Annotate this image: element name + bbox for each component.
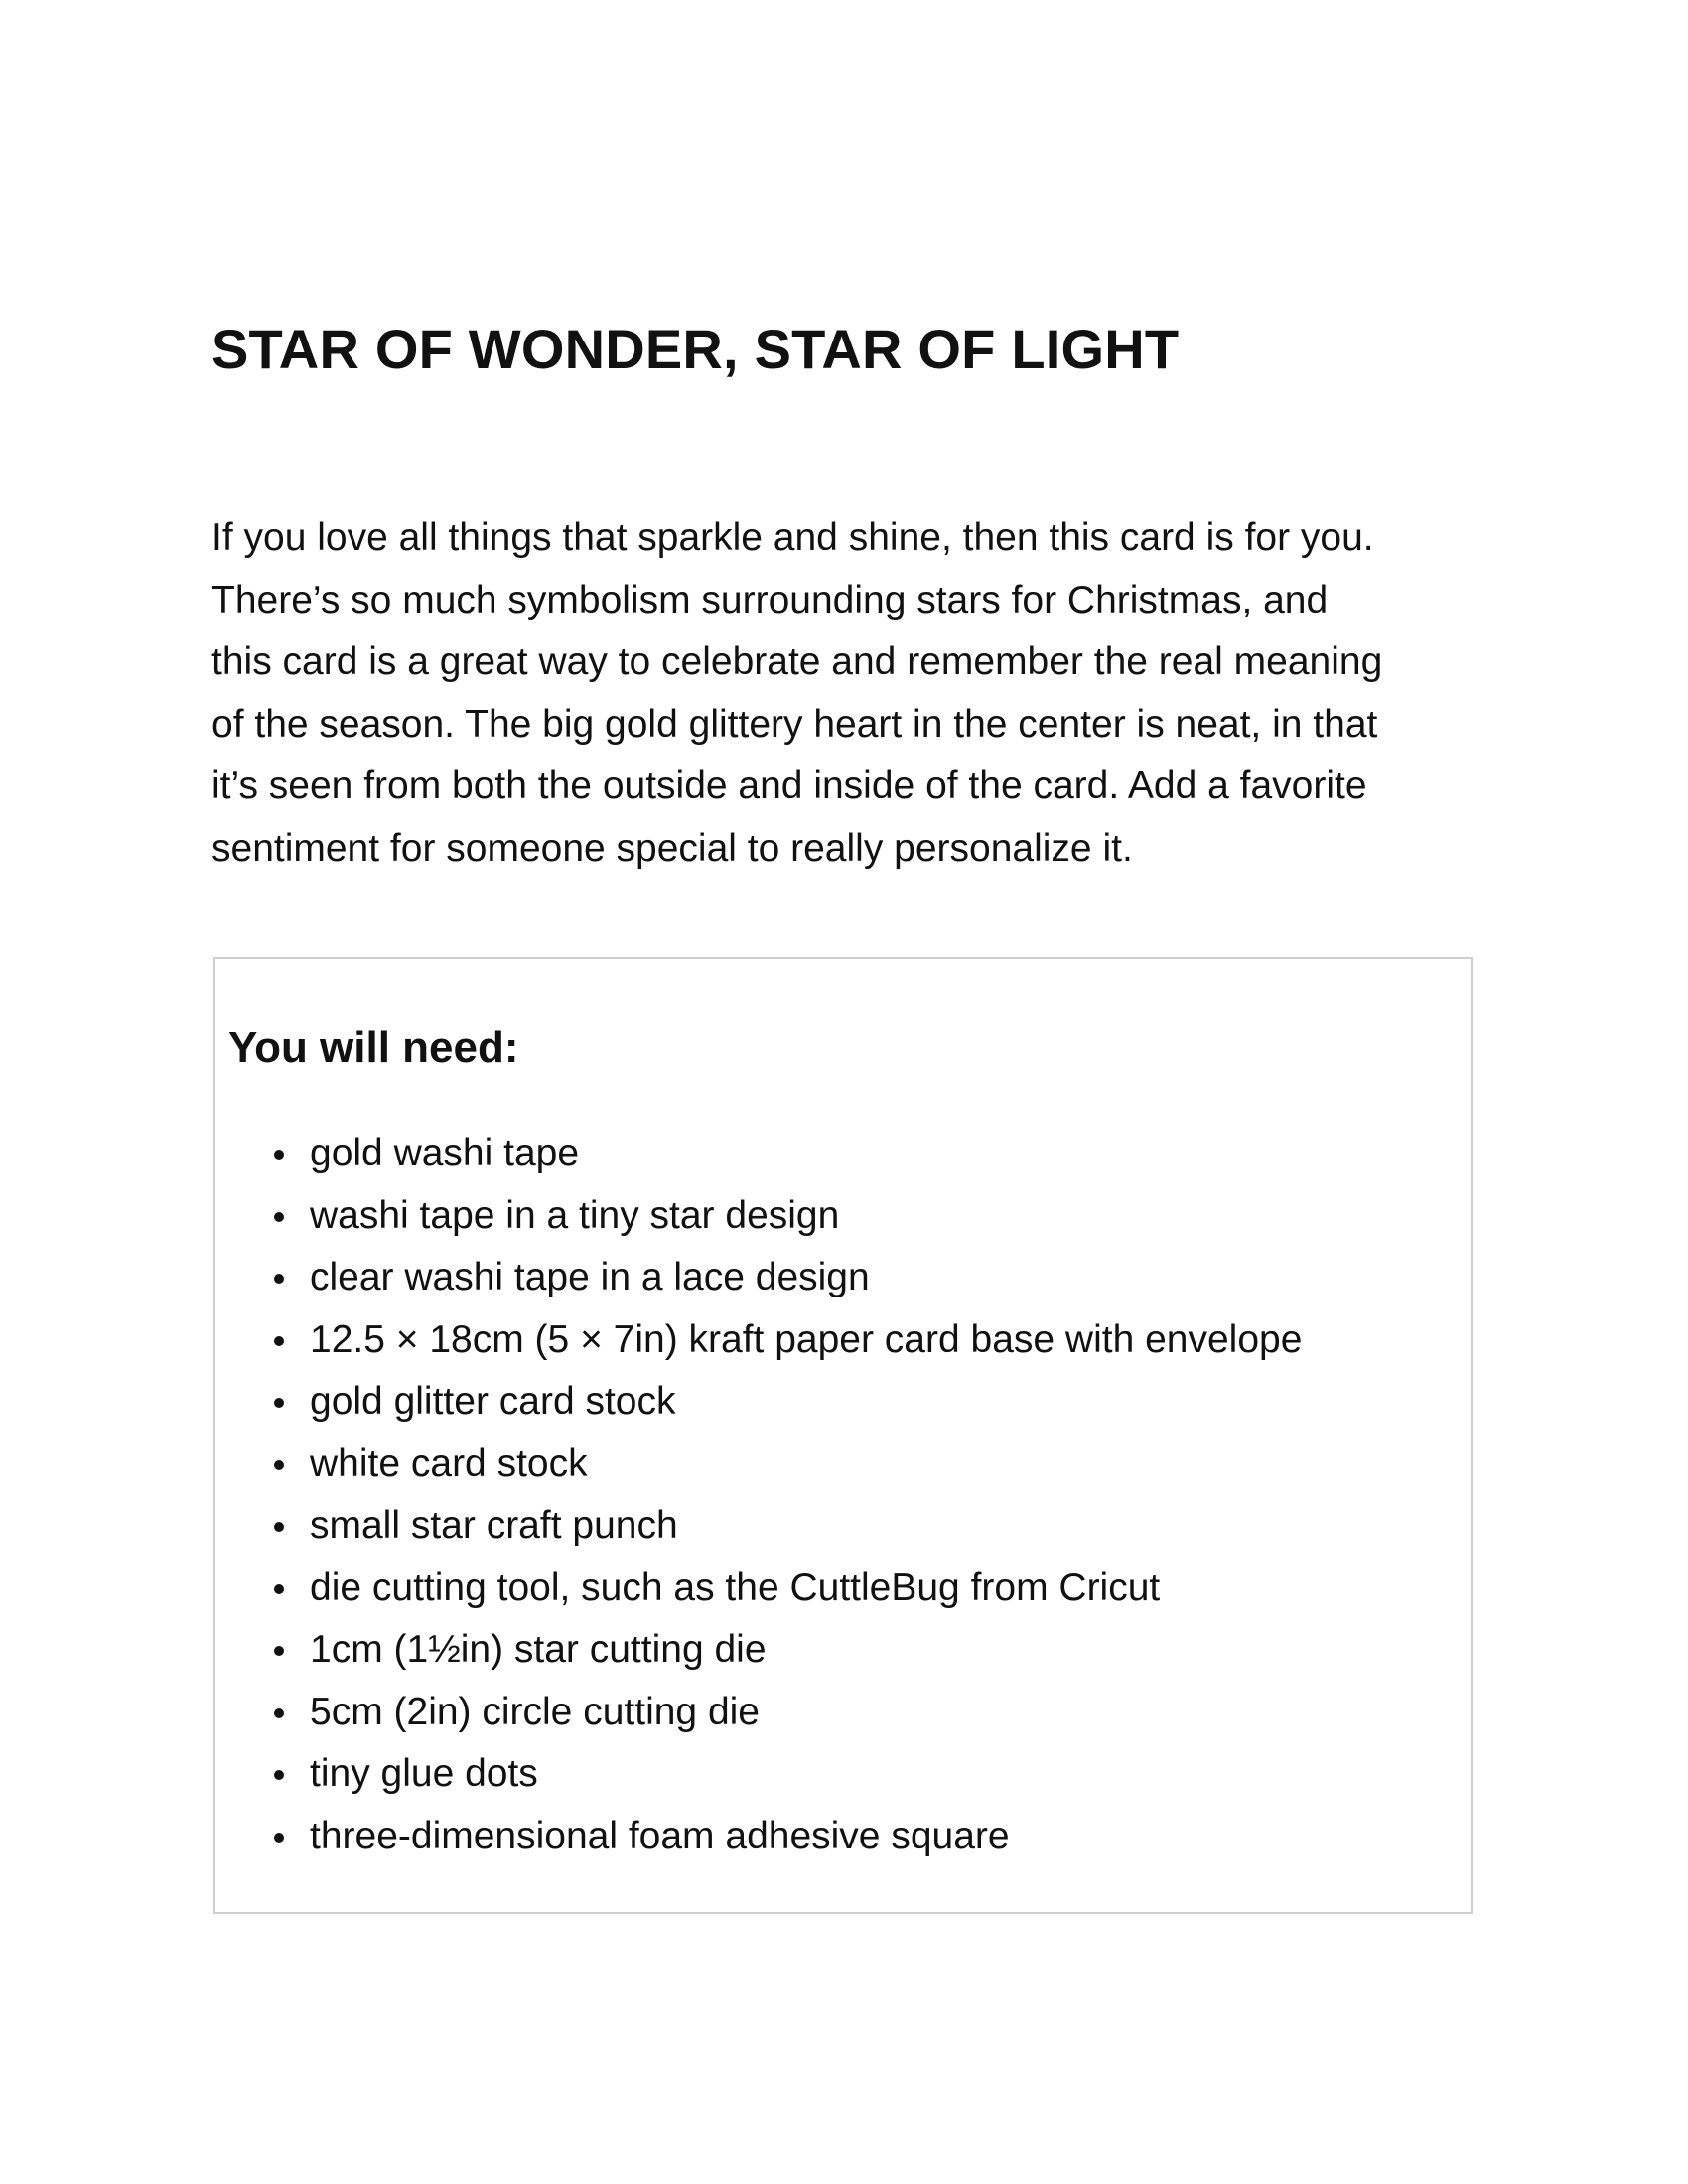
list-item	[215, 1433, 1302, 1496]
bullet-icon	[274, 1522, 284, 1532]
intro-line: it’s seen from both the outside and inside of the card. Add a favorite	[211, 764, 1367, 807]
bullet-icon	[274, 1770, 284, 1780]
list-item	[215, 1123, 1302, 1185]
intro-line: sentiment for someone special to really personalize it.	[211, 826, 1133, 870]
list-item-label: gold washi tape	[310, 1132, 580, 1174]
bullet-icon	[274, 1584, 284, 1594]
materials-list	[215, 1123, 1302, 1867]
bullet-icon	[274, 1646, 284, 1656]
list-item	[215, 1743, 1302, 1806]
list-item-label: 12.5 × 18cm (5 × 7in) kraft paper card base with envelope	[310, 1317, 1303, 1361]
list-item	[215, 1247, 1302, 1309]
materials-box	[213, 957, 1473, 1914]
intro-line: of the season. The big gold glittery heart in the center is neat, in that	[211, 702, 1378, 746]
list-item-label: clear washi tape in a lace design	[310, 1256, 870, 1298]
list-item-label: washi tape in a tiny star design	[310, 1193, 840, 1237]
list-item-label: 1cm (1½in) star cutting die	[310, 1628, 767, 1671]
list-item	[215, 1806, 1302, 1868]
list-item-label: small star craft punch	[310, 1504, 678, 1547]
list-item-label: 5cm (2in) circle cutting die	[310, 1690, 760, 1733]
list-item	[215, 1495, 1302, 1558]
intro-line: If you love all things that sparkle and shine, then this card is for you.	[211, 516, 1374, 559]
bullet-icon	[274, 1150, 284, 1160]
page-title: STAR OF WONDER, STAR OF LIGHT	[211, 318, 1180, 380]
list-item	[215, 1558, 1302, 1620]
intro-line: this card is a great way to celebrate and remember the real meaning	[211, 640, 1383, 683]
list-item	[215, 1619, 1302, 1682]
intro-line: There’s so much symbolism surrounding stars for Christmas, and	[211, 578, 1329, 621]
bullet-icon	[274, 1336, 284, 1346]
bullet-icon	[274, 1398, 284, 1408]
list-item-label: die cutting tool, such as the CuttleBug from Cricut	[310, 1566, 1161, 1609]
bullet-icon	[274, 1833, 284, 1843]
materials-heading: You will need:	[228, 1024, 519, 1072]
intro-paragraph	[211, 507, 1492, 880]
bullet-icon	[274, 1212, 284, 1222]
list-item-label: three-dimensional foam adhesive square	[310, 1814, 1010, 1857]
list-item-label: tiny glue dots	[310, 1752, 538, 1795]
list-item-label: white card stock	[310, 1441, 588, 1485]
bullet-icon	[274, 1708, 284, 1718]
bullet-icon	[274, 1460, 284, 1470]
list-item	[215, 1185, 1302, 1248]
list-item	[215, 1371, 1302, 1433]
list-item	[215, 1682, 1302, 1744]
bullet-icon	[274, 1274, 284, 1284]
list-item-label: gold glitter card stock	[310, 1380, 676, 1423]
list-item	[215, 1309, 1302, 1372]
